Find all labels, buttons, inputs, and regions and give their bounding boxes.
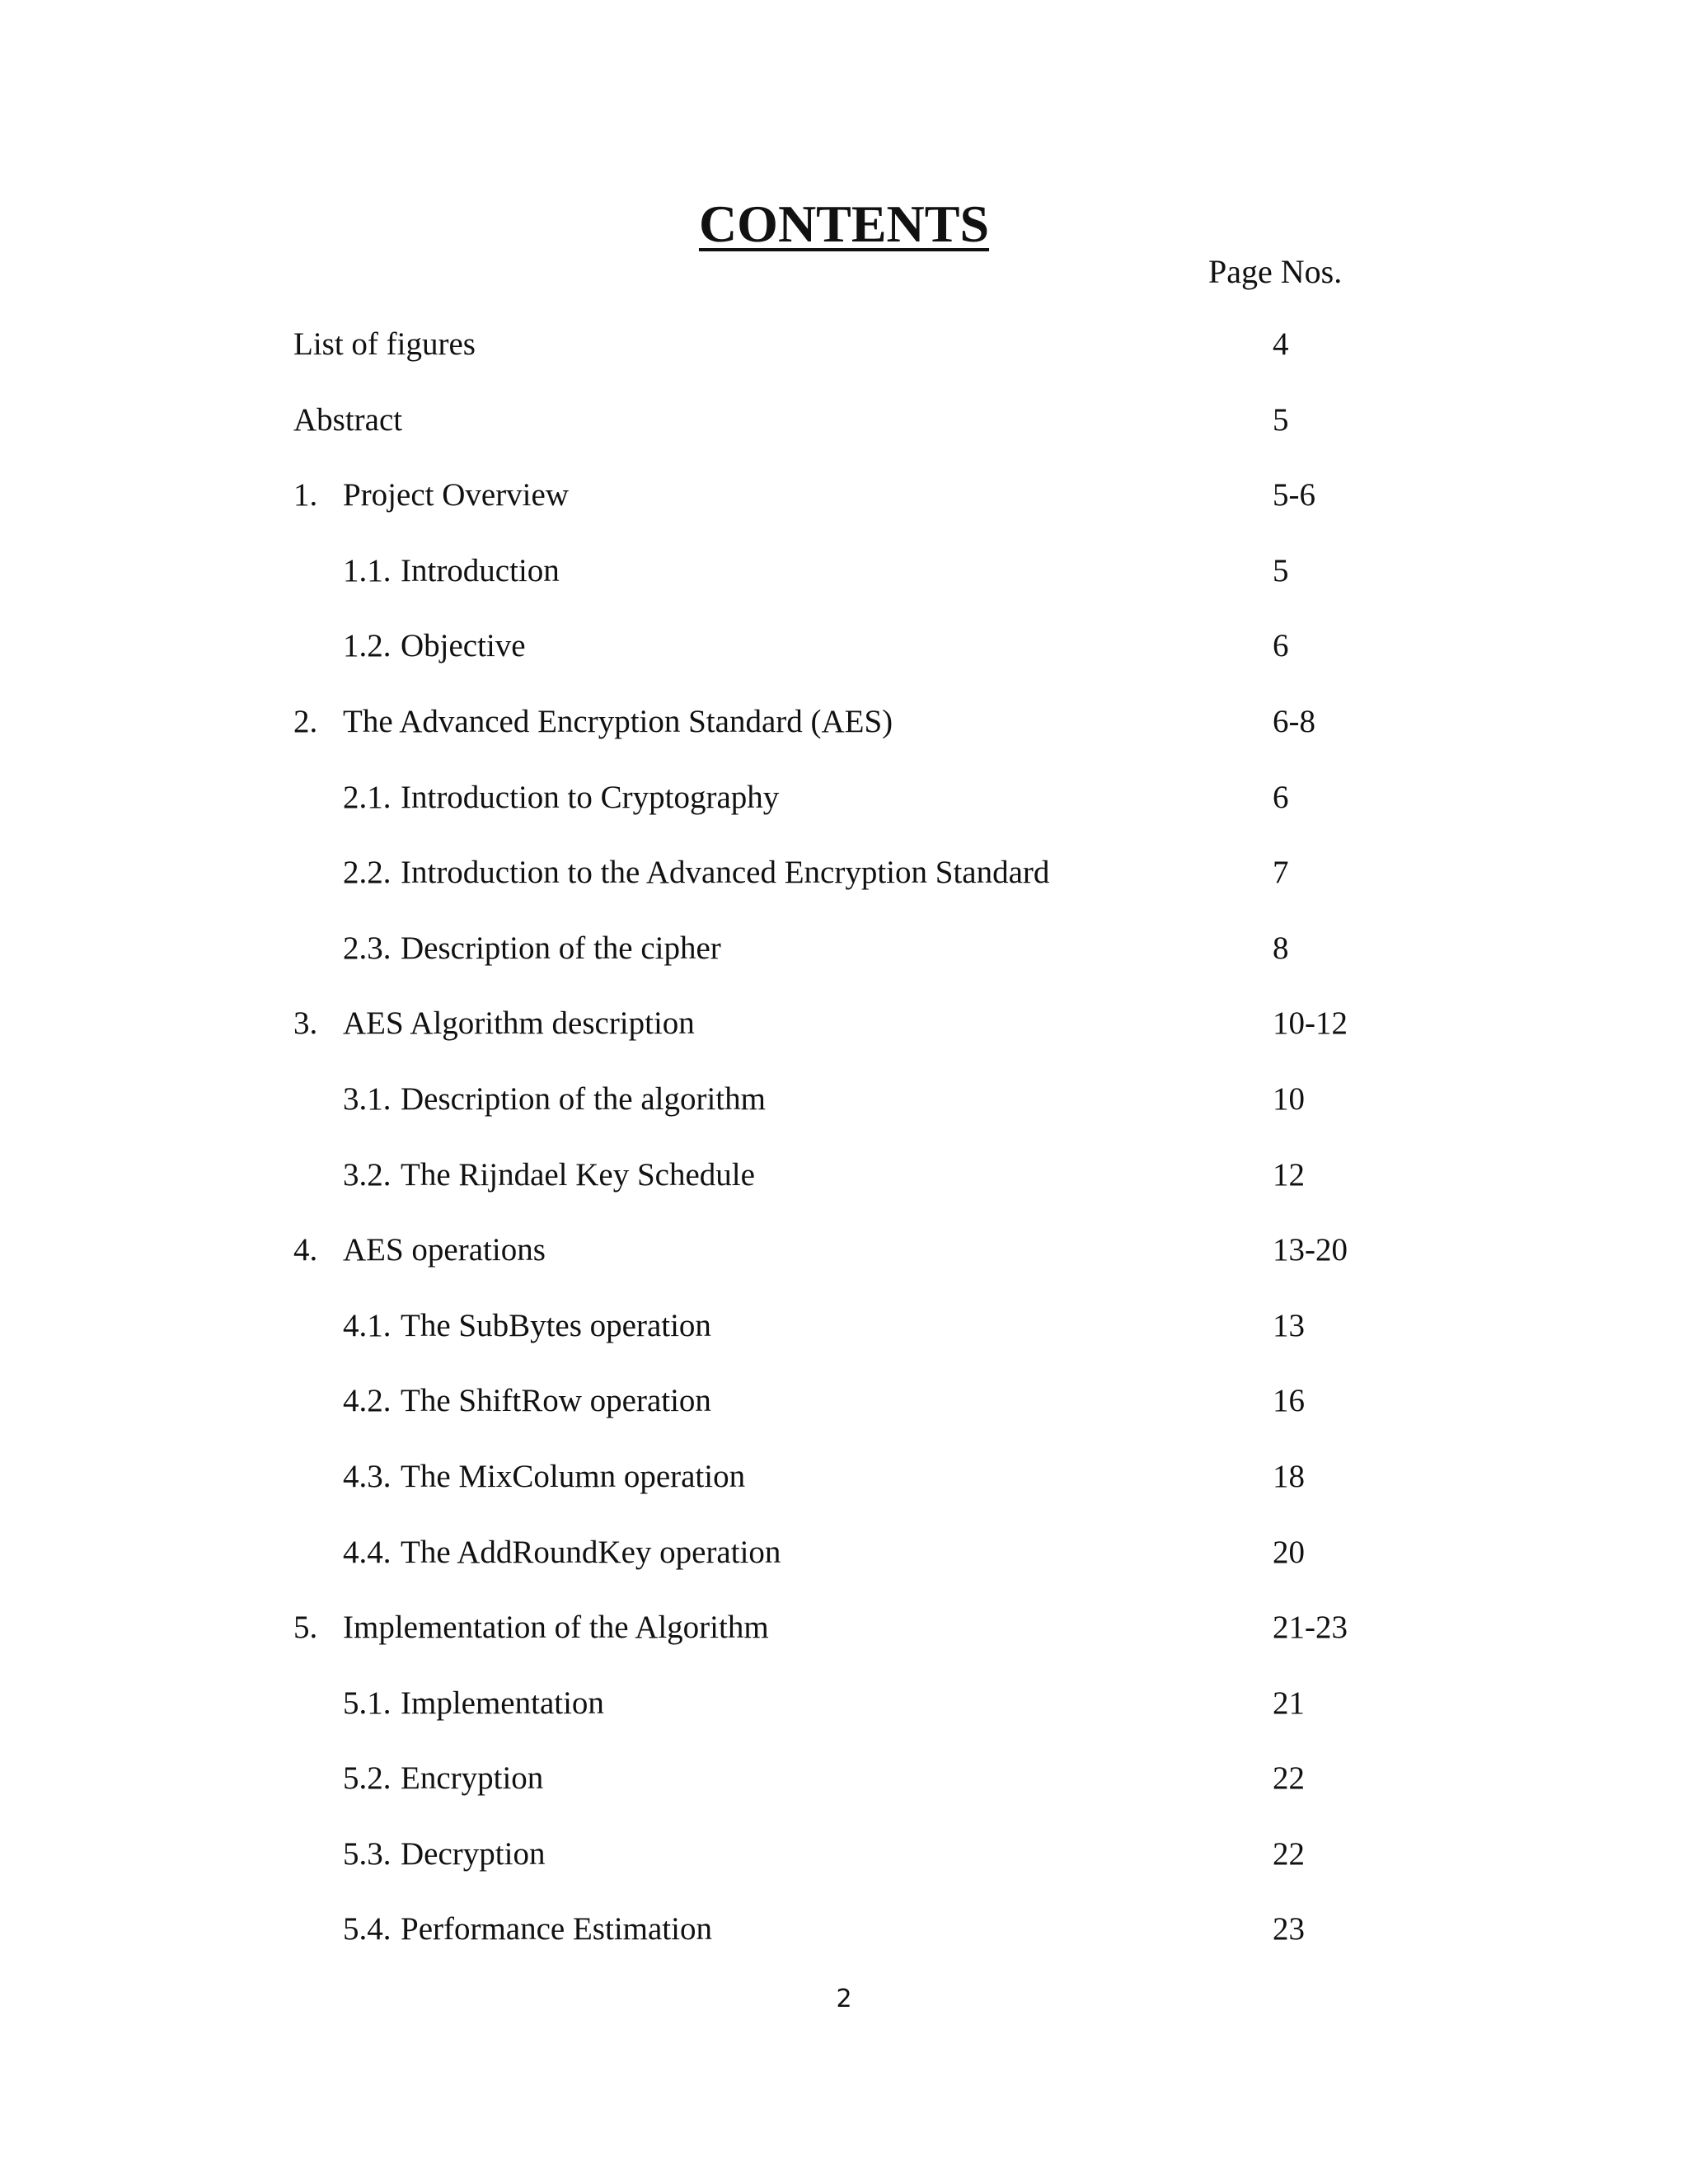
toc-entry [0, 699, 1688, 775]
toc-entry [0, 623, 1688, 699]
toc-entry [0, 1303, 1688, 1379]
toc-entry-page: 22 [1273, 1835, 1305, 1872]
page-title: CONTENTS [698, 194, 990, 253]
toc-entry [0, 1454, 1688, 1530]
toc-entry-page: 5 [1273, 552, 1289, 588]
toc-entry-number: 5. [293, 1610, 318, 1646]
toc-entry-number: 1. [293, 477, 318, 513]
toc-entry-title: The Advanced Encryption Standard (AES) [343, 703, 893, 739]
toc-entry-number: 2. [293, 703, 318, 739]
toc-entry [0, 548, 1688, 624]
toc-entry-page: 6 [1273, 779, 1289, 815]
toc-entry-title: Implementation of the Algorithm [343, 1610, 769, 1646]
toc-entry-number: 3.1. [343, 1080, 392, 1117]
toc-entry-page: 21-23 [1273, 1610, 1348, 1646]
toc-entry-page: 4 [1273, 326, 1289, 362]
toc-entry-number: 2.3. [343, 930, 392, 966]
toc-entry [0, 1680, 1688, 1756]
toc-entry-number: 3.2. [343, 1156, 392, 1193]
toc-entry-page: 10-12 [1273, 1005, 1348, 1042]
toc-entry-page: 10 [1273, 1080, 1305, 1117]
toc-entry-title: The ShiftRow operation [401, 1383, 711, 1419]
toc-entry-page: 6-8 [1273, 703, 1315, 739]
toc-entry-page: 13-20 [1273, 1232, 1348, 1268]
toc-entry-title: The MixColumn operation [401, 1458, 746, 1494]
page-number: 2 [836, 1985, 852, 2013]
toc-entry [0, 1001, 1688, 1076]
toc-entry-page: 22 [1273, 1760, 1305, 1797]
toc-entry-number: 1.1. [343, 552, 392, 588]
toc-entry-number: 5.1. [343, 1685, 392, 1721]
toc-entry-title: Project Overview [343, 477, 569, 513]
toc-entry-title: AES Algorithm description [343, 1005, 695, 1042]
toc-entry [0, 1831, 1688, 1907]
toc-entry-title: Introduction to Cryptography [401, 779, 780, 815]
toc-entry-title: Introduction [401, 552, 560, 588]
toc-entry [0, 397, 1688, 473]
toc-entry-number: 2.2. [343, 855, 392, 891]
toc-entry-number: 4.1. [343, 1307, 392, 1343]
toc-entry-title: List of figures [293, 326, 476, 362]
toc-entry-title: Implementation [401, 1685, 604, 1721]
toc-entry-title: Abstract [293, 401, 403, 438]
toc-entry-number: 4.2. [343, 1383, 392, 1419]
toc-entry-title: Introduction to the Advanced Encryption Standard [401, 855, 1050, 891]
toc-entry-number: 4.4. [343, 1534, 392, 1570]
toc-entry [0, 1906, 1688, 1982]
toc-entry-page: 12 [1273, 1156, 1305, 1193]
toc-entry-number: 5.2. [343, 1760, 392, 1797]
toc-entry-page: 16 [1273, 1383, 1305, 1419]
toc-entry-title: Encryption [401, 1760, 544, 1797]
toc-entry-page: 21 [1273, 1685, 1305, 1721]
toc-entry-title: The Rijndael Key Schedule [401, 1156, 755, 1193]
toc-entry [0, 1152, 1688, 1228]
toc-entry [0, 926, 1688, 1001]
toc-entry-page: 20 [1273, 1534, 1305, 1570]
toc-entry [0, 850, 1688, 926]
toc-entry [0, 1530, 1688, 1605]
toc-entry-number: 4. [293, 1232, 318, 1268]
toc-entry [0, 1227, 1688, 1303]
toc-entry-title: The AddRoundKey operation [401, 1534, 781, 1570]
toc-entry-number: 5.3. [343, 1835, 392, 1872]
toc-entry [0, 1076, 1688, 1152]
toc-entry-page: 18 [1273, 1458, 1305, 1494]
toc-entry [0, 321, 1688, 397]
toc-entry-title: AES operations [343, 1232, 546, 1268]
toc-entry-number: 2.1. [343, 779, 392, 815]
toc-entry-page: 13 [1273, 1307, 1305, 1343]
toc-entry-page: 7 [1273, 855, 1289, 891]
toc-entry-title: Description of the cipher [401, 930, 721, 966]
toc-entry-title: The SubBytes operation [401, 1307, 711, 1343]
toc-entry-number: 1.2. [343, 628, 392, 664]
toc-entry-page: 8 [1273, 930, 1289, 966]
toc-entry-number: 5.4. [343, 1911, 392, 1947]
toc-entry-page: 5-6 [1273, 477, 1315, 513]
toc-entry [0, 472, 1688, 548]
toc-entry-title: Description of the algorithm [401, 1080, 766, 1117]
toc-entry-page: 5 [1273, 401, 1289, 438]
toc-entry-number: 3. [293, 1005, 318, 1042]
toc-entry-title: Performance Estimation [401, 1911, 712, 1947]
toc-entry-title: Decryption [401, 1835, 546, 1872]
toc-entry [0, 1755, 1688, 1831]
table-of-contents [0, 321, 1688, 1982]
page-nos-header: Page Nos. [1208, 253, 1343, 290]
toc-entry-number: 4.3. [343, 1458, 392, 1494]
toc-entry [0, 1605, 1688, 1680]
toc-entry-page: 6 [1273, 628, 1289, 664]
toc-entry [0, 1378, 1688, 1454]
toc-entry [0, 775, 1688, 851]
toc-entry-title: Objective [401, 628, 526, 664]
toc-entry-page: 23 [1273, 1911, 1305, 1947]
